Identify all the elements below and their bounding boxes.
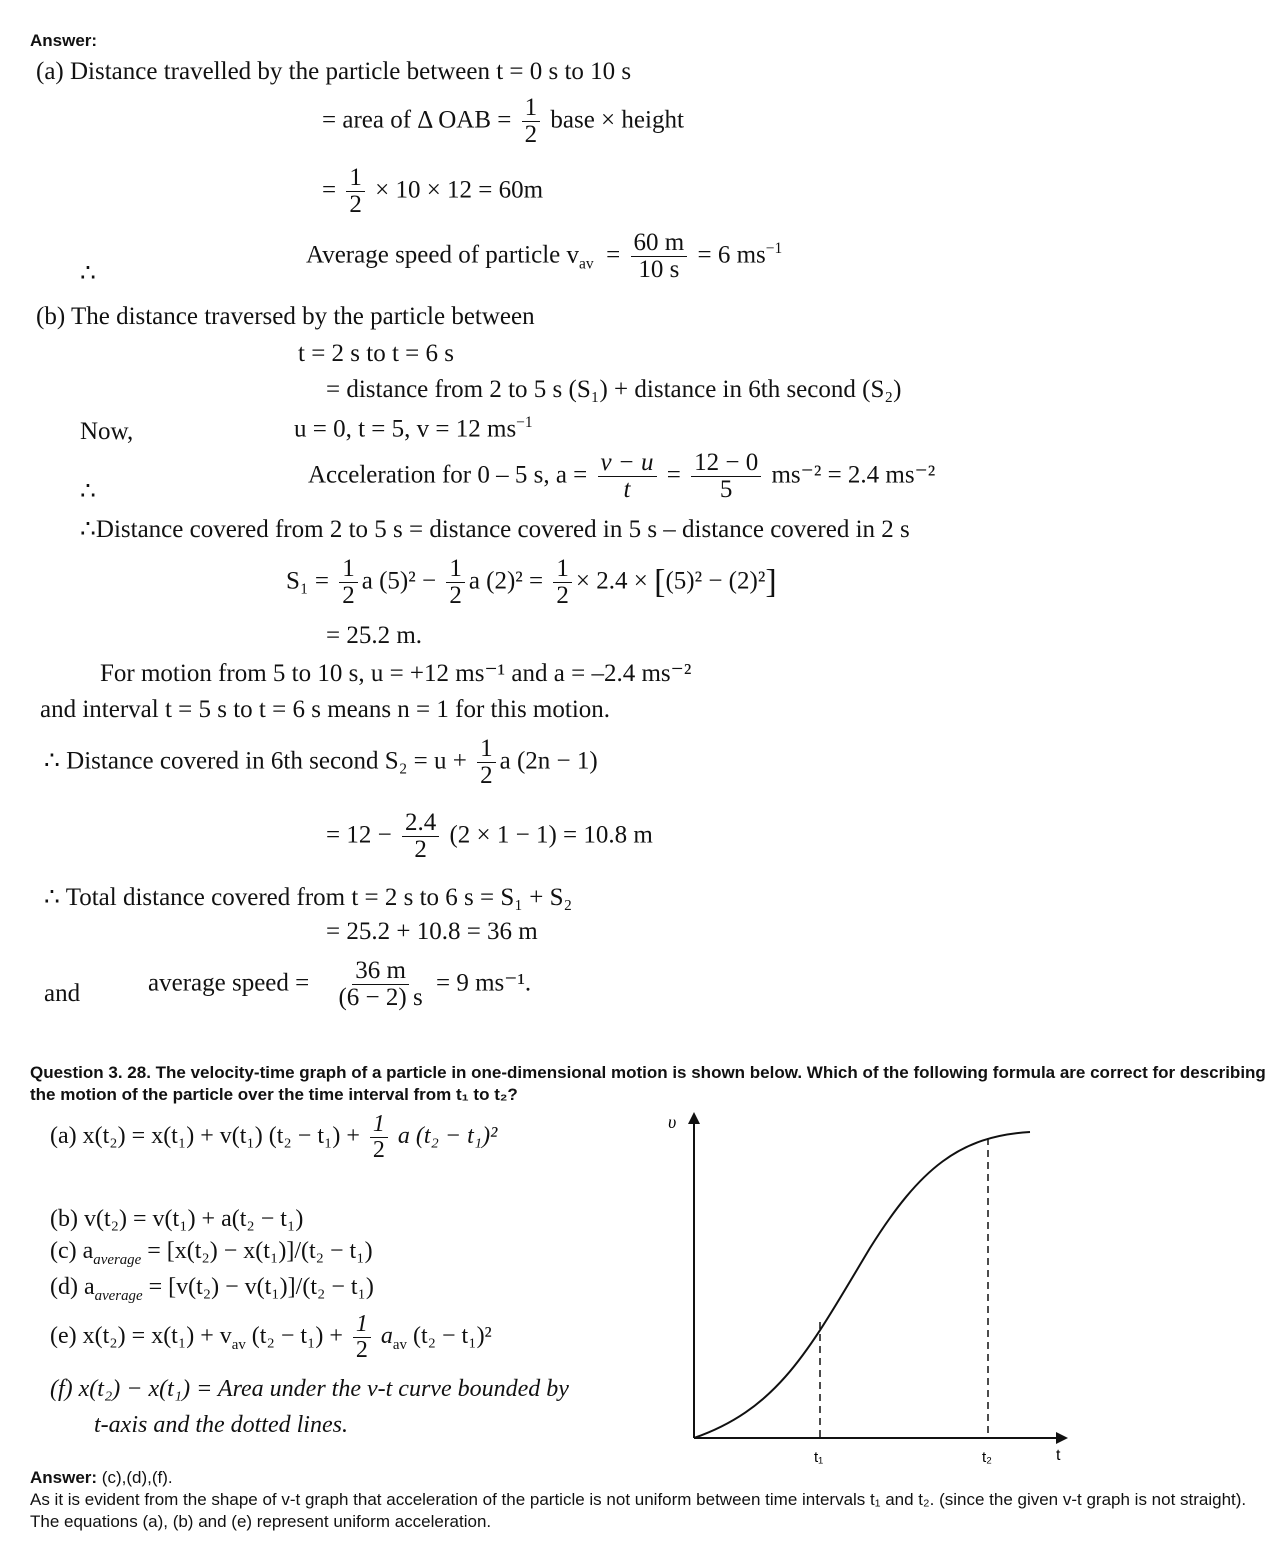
- time-interval: t = 2 s to t = 6 s: [298, 340, 454, 367]
- option-f-line1: (f) x(t₂) − x(t₁) = Area under the v-t curve bounded by: [50, 1376, 569, 1402]
- therefore-symbol-2: ∴: [80, 478, 96, 505]
- now-label: Now,: [80, 418, 134, 445]
- average-speed-2: average speed = $\frac{36 m}{(6 - 2) s}$ = 9 ms⁻¹.: [148, 957, 532, 1012]
- option-f-line2: t-axis and the dotted lines.: [94, 1412, 348, 1438]
- velocity-curve: [694, 1132, 1030, 1438]
- option-d: (d) $a_{average} = [v(t_2) - v(t_1)]/(t_2 - t_1)$: [50, 1274, 374, 1304]
- therefore-symbol: ∴: [80, 260, 96, 287]
- part-a-heading: (a) Distance travelled by the particle between t = 0 s to 10 s: [36, 58, 632, 85]
- t2-label: t₂: [982, 1449, 992, 1466]
- motion-line-2: and interval t = 5 s to t = 6 s means n = 1 for this motion.: [40, 696, 611, 723]
- motion-line-1: For motion from 5 to 10 s, u = +12 ms⁻¹ and a = –2.4 ms⁻²: [100, 660, 692, 687]
- area-formula: = area of Δ OAB = $\frac{1}{2}$ base × height: [322, 94, 684, 149]
- distance-breakdown: = distance from 2 to 5 s (S₁) + distance in 6th second (S₂): [326, 376, 902, 403]
- v-axis-arrow: [688, 1112, 700, 1124]
- part-b-heading: (b) The distance traversed by the particle between: [36, 303, 535, 330]
- and-label: and: [44, 980, 81, 1007]
- v-axis-label: υ: [668, 1112, 677, 1132]
- answer-heading: Answer:: [30, 31, 98, 50]
- total-distance-line: ∴ Total distance covered from t = 2 s to 6 s = S₁ + S₂: [44, 884, 573, 911]
- question-text: Question 3. 28. The velocity-time graph of a particle in one-dimensional motion is shown below. Which of the following formula are correct for describing the motion of the particle over the time interval from t₁ to t₂?: [30, 1063, 1266, 1104]
- t-axis-arrow: [1056, 1432, 1068, 1444]
- t-axis-label: t: [1056, 1447, 1061, 1464]
- average-speed-eq: Average speed of particle $v_{av}$ = $\frac{60 m}{10 s}$ = 6 $ms^{-1}$: [306, 229, 783, 284]
- velocity-time-graph: [660, 1108, 1080, 1468]
- total-distance-sum: = 25.2 + 10.8 = 36 m: [326, 918, 538, 945]
- option-b: (b) v(t₂) = v(t₁) + a(t₂ − t₁): [50, 1206, 304, 1232]
- s1-equation: S₁ = $\frac{1}{2}$ a (5)² − $\frac{1}{2}$ a (2)² = $\frac{1}{2}$ × 2.4 × [(5)² − (2)²]: [286, 555, 777, 610]
- t1-label: t₁: [814, 1449, 824, 1466]
- initial-conditions: u = 0, t = 5, v = 12 $ms^{-1}$: [294, 414, 533, 443]
- answer-explanation: As it is evident from the shape of v-t graph that acceleration of the particle is not uniform between time intervals t₁ and t₂. (since the given v-t graph is not straight). The equations (a), (b) and (e) represent uniform acceleration.: [30, 1490, 1247, 1531]
- option-e: (e) $x(t_2) = x(t_1) + v_{av}$ (t₂ − t₁) + $\frac{1}{2}$ $a_{av}$ (t₂ − t₁)²: [50, 1311, 492, 1364]
- acceleration-eq: Acceleration for 0 – 5 s, a = $\frac{v - u}{t}$ = $\frac{12 - 0}{5}$ ms⁻² = 2.4 ms⁻²: [308, 449, 936, 504]
- sixth-second-eq: ∴ Distance covered in 6th second S₂ = u + $\frac{1}{2}$ a (2n − 1): [44, 735, 598, 790]
- final-answer: Answer: (c),(d),(f).: [30, 1468, 173, 1487]
- half-fraction: $\frac{1}{2}$: [522, 95, 541, 149]
- s1-result: = 25.2 m.: [326, 622, 423, 649]
- option-c: (c) $a_{average} = [x(t_2) - x(t_1)]/(t_2 - t_1)$: [50, 1238, 373, 1268]
- option-a: (a) x(t₂) = x(t₁) + v(t₁) (t₂ − t₁) + $\frac{1}{2}$ a (t₂ − t₁)²: [50, 1111, 498, 1164]
- distance-2-to-5: ∴Distance covered from 2 to 5 s = distance covered in 5 s – distance covered in 2 s: [80, 516, 910, 543]
- area-value: = $\frac{1}{2}$ × 10 × 12 = 60m: [322, 164, 544, 219]
- sixth-second-result: = 12 − $\frac{2.4}{2}$ (2 × 1 − 1) = 10.8 m: [326, 809, 653, 864]
